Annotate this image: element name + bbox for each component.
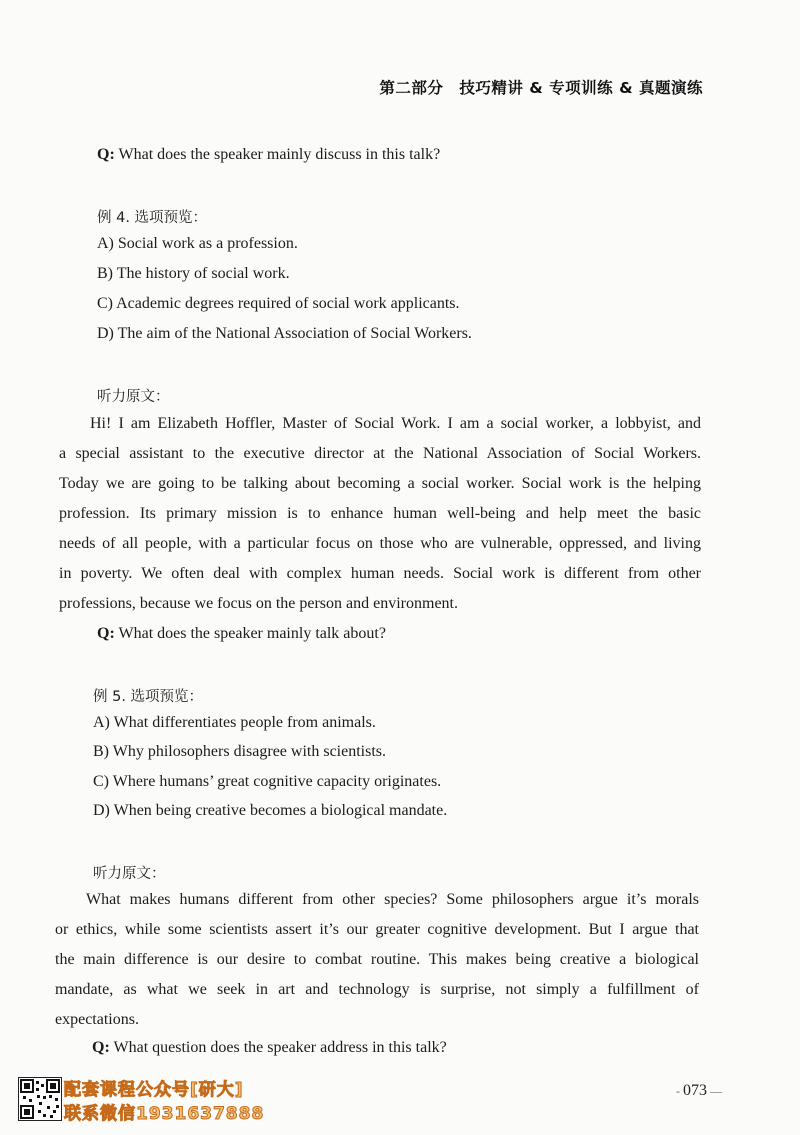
question-1 [97, 146, 440, 164]
page-number-dash: — [707, 1084, 722, 1098]
question-3 [92, 1039, 447, 1057]
example-4-option-b: B) The history of social work. [97, 265, 290, 282]
example-4-transcript [59, 409, 701, 619]
transcript-line: the main difference is our desire to combat routine. This makes being creative a biological [55, 951, 699, 968]
section-header: 第二部分 技巧精讲 & 专项训练 & 真题演练 [379, 79, 703, 97]
qr-code-icon [18, 1077, 62, 1121]
transcript-line: What makes humans different from other species? Some philosophers argue it’s morals [86, 891, 699, 908]
transcript-line: profession. Its primary mission is to enhance human well-being and help meet the basic [59, 505, 701, 522]
transcript-line: mandate, as what we seek in art and technology is surprise, not simply a fulfillment of [55, 981, 699, 998]
page-number-dash: - [676, 1084, 683, 1098]
transcript-line: expectations. [55, 1011, 139, 1028]
example-4-option-d: D) The aim of the National Association of Social Workers. [97, 325, 472, 342]
example-5-option-d: D) When being creative becomes a biological mandate. [93, 802, 448, 819]
watermark-line-2: 联系微信1931637888 [64, 1104, 265, 1124]
watermark-line-1: 配套课程公众号[研大] [64, 1080, 244, 1100]
transcript-line: a special assistant to the executive director at the National Association of Social Workers. [59, 445, 701, 462]
example-4-option-c: C) Academic degrees required of social work applicants. [97, 295, 460, 312]
transcript-line: Hi! I am Elizabeth Hoffler, Master of Social Work. I am a social worker, a lobbyist, and [90, 415, 701, 432]
example-5-transcript-label: 听力原文： [93, 866, 166, 882]
question-text: What does the speaker mainly talk about? [114, 625, 386, 642]
transcript-line: needs of all people, with a particular focus on those who are vulnerable, oppressed, and living [59, 535, 701, 552]
transcript-line: in poverty. We often deal with complex human needs. Social work is different from other [59, 565, 701, 582]
example-5-option-c: C) Where humans’ great cognitive capacity originates. [93, 773, 442, 790]
question-prefix: Q: [92, 1039, 110, 1056]
example-4-option-a: A) Social work as a profession. [97, 235, 298, 252]
question-2 [97, 625, 386, 643]
example-5-option-b: B) Why philosophers disagree with scientists. [93, 743, 386, 760]
transcript-line: Today we are going to be talking about becoming a social worker. Social work is the helping [59, 475, 701, 492]
example-5-option-a: A) What differentiates people from animals. [93, 714, 376, 731]
page-number [676, 1082, 722, 1100]
transcript-line: professions, because we focus on the person and environment. [59, 595, 458, 612]
question-prefix: Q: [97, 625, 115, 642]
question-text: What question does the speaker address in this talk? [109, 1039, 447, 1056]
example-4-label: 例 4. 选项预览： [97, 210, 208, 226]
transcript-line: or ethics, while some scientists assert it’s our greater cognitive development. But I argue that [55, 921, 699, 938]
example-5-transcript [55, 885, 699, 1035]
example-5-label: 例 5. 选项预览： [93, 689, 204, 705]
question-prefix: Q: [97, 146, 115, 163]
page-number-text: 073 [683, 1082, 707, 1099]
example-4-transcript-label: 听力原文： [97, 389, 170, 405]
question-text: What does the speaker mainly discuss in this talk? [114, 146, 441, 163]
